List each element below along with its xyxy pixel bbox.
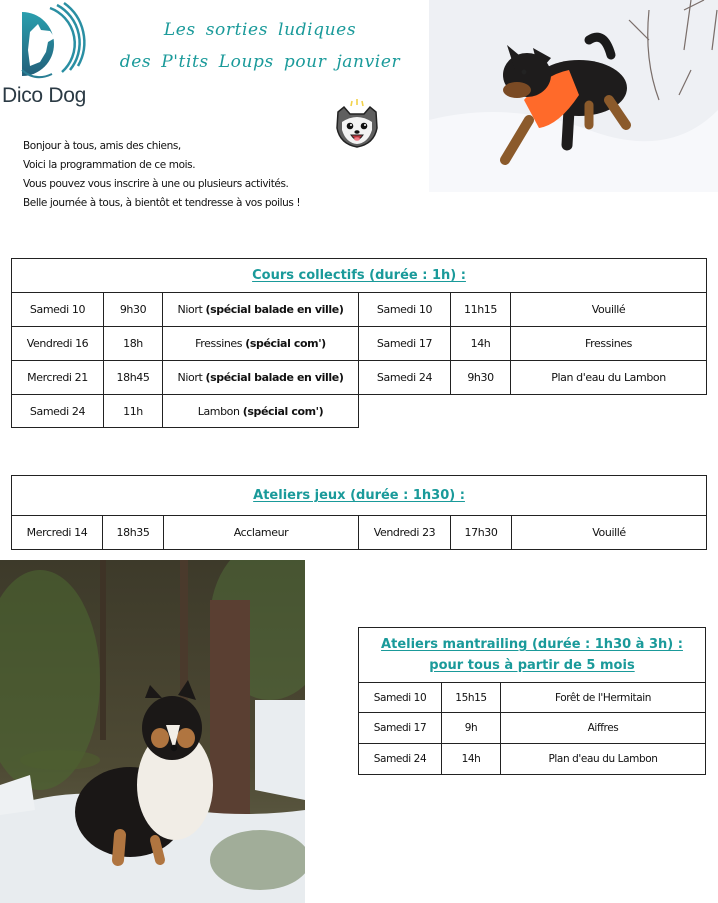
place-cell: [163, 293, 359, 327]
section-title: Cours collectifs (durée : 1h) :: [252, 268, 466, 283]
place-cell: Plan d'eau du Lambon: [501, 744, 706, 775]
place-cell: Fressines: [511, 327, 707, 361]
place-cell: [163, 395, 359, 428]
empty-cell: [359, 395, 707, 428]
place-cell: [163, 327, 359, 361]
puppy-snow-photo: [429, 0, 718, 192]
table-row: [12, 395, 707, 428]
ateliers-jeux-table: [11, 475, 707, 550]
special-note: (spécial balade en ville): [205, 303, 344, 316]
place-cell: Acclameur: [164, 516, 359, 550]
table-row: [359, 713, 706, 744]
intro-text: [23, 137, 300, 213]
day-cell: Vendredi 16: [12, 327, 104, 361]
table-row: [12, 361, 707, 395]
husky-mascot-icon: [330, 98, 384, 152]
place-name: Lambon: [197, 404, 240, 418]
day-cell: Samedi 10: [359, 683, 442, 713]
time-cell: 18h35: [103, 516, 164, 550]
place-cell: Aiffres: [501, 713, 706, 744]
time-cell: 9h: [442, 713, 501, 744]
time-cell: 11h15: [451, 293, 511, 327]
intro-line: Belle journée à tous, à bientôt et tendresse à vos poilus !: [23, 197, 301, 209]
title-line-1: Ateliers mantrailing (durée : 1h30 à 3h) :: [381, 637, 683, 652]
cours-collectifs-title: [12, 259, 707, 293]
section-title: [359, 634, 705, 655]
time-cell: 17h30: [451, 516, 512, 550]
table-row: [12, 293, 707, 327]
place-name: Niort: [177, 303, 203, 316]
table-row: [12, 516, 707, 550]
day-cell: Samedi 24: [359, 744, 442, 775]
day-cell: Mercredi 21: [12, 361, 104, 395]
table-row: [359, 683, 706, 713]
day-cell: Samedi 17: [359, 327, 451, 361]
intro-line: Vous pouvez vous inscrire à une ou plusieurs activités.: [23, 178, 289, 190]
place-cell: Vouillé: [512, 516, 707, 550]
day-cell: Samedi 10: [359, 293, 451, 327]
time-cell: 18h: [104, 327, 163, 361]
time-cell: 18h45: [104, 361, 163, 395]
day-cell: Vendredi 23: [359, 516, 451, 550]
day-cell: Samedi 24: [12, 395, 104, 428]
table-row: [359, 744, 706, 775]
time-cell: 14h: [442, 744, 501, 775]
page-title: [110, 14, 410, 78]
place-cell: Plan d'eau du Lambon: [511, 361, 707, 395]
title-line-2: pour tous à partir de 5 mois: [429, 658, 635, 673]
day-cell: Mercredi 14: [12, 516, 103, 550]
title-line-1: Les sorties ludiques: [163, 20, 357, 40]
special-note: (spécial com'): [245, 337, 326, 350]
time-cell: 11h: [104, 395, 163, 428]
day-cell: Samedi 10: [12, 293, 104, 327]
section-subtitle: [359, 655, 705, 676]
time-cell: 9h30: [104, 293, 163, 327]
day-cell: Samedi 24: [359, 361, 451, 395]
place-cell: [163, 361, 359, 395]
special-note: (spécial balade en ville): [205, 371, 344, 384]
time-cell: 9h30: [451, 361, 511, 395]
ateliers-mantrailing-table: [358, 627, 706, 775]
place-cell: Forêt de l'Hermitain: [501, 683, 706, 713]
ateliers-jeux-title: [12, 476, 707, 516]
time-cell: 15h15: [442, 683, 501, 713]
time-cell: 14h: [451, 327, 511, 361]
place-name: Fressines: [195, 337, 243, 350]
place-name: Niort: [177, 371, 203, 384]
sheltie-forest-photo: [0, 560, 305, 903]
place-cell: Vouillé: [511, 293, 707, 327]
cours-collectifs-table: [11, 258, 707, 428]
special-note: (spécial com'): [242, 404, 324, 418]
intro-line: Voici la programmation de ce mois.: [23, 159, 196, 171]
section-title: Ateliers jeux (durée : 1h30) :: [253, 488, 465, 503]
logo-text: Dico Dog: [2, 84, 86, 107]
intro-line: Bonjour à tous, amis des chiens,: [23, 140, 181, 152]
title-line-2: des P'tits Loups pour janvier: [119, 52, 401, 72]
day-cell: Samedi 17: [359, 713, 442, 744]
table-row: [12, 327, 707, 361]
ateliers-mantrailing-title: [359, 628, 706, 683]
